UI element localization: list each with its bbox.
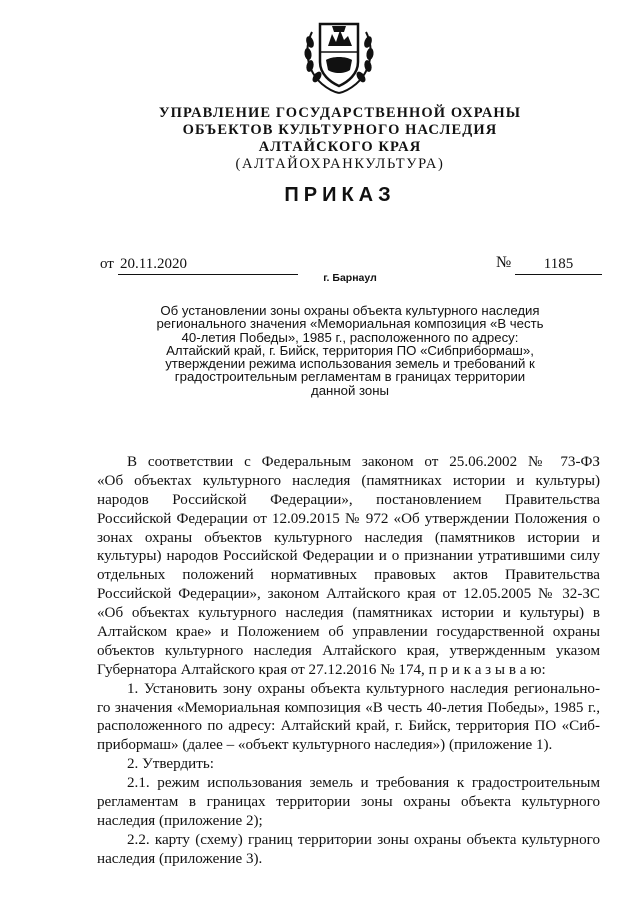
body-line: прибормаш» (далее – «объект культурного наследия») (приложение 1). bbox=[97, 737, 553, 754]
order-body bbox=[97, 453, 600, 869]
order-number: 1185 bbox=[515, 256, 602, 275]
org-line-2: ОБЪЕКТОВ КУЛЬТУРНОГО НАСЛЕДИЯ bbox=[182, 122, 498, 138]
city-label: г. Барнаул bbox=[323, 272, 377, 284]
document-type-title: ПРИКАЗ bbox=[284, 184, 396, 206]
body-line: зонах охраны объектов культурного наследия (памятников истории и bbox=[97, 529, 600, 546]
body-line: расположенного по адресу: Алтайский край, г. Бийск, территория ПО «Сиб- bbox=[97, 718, 600, 735]
body-line: объектов культурного наследия Алтайского края, утвержденным указом bbox=[97, 642, 600, 659]
order-subject bbox=[120, 304, 580, 397]
body-line: наследия (приложение 2); bbox=[97, 812, 263, 829]
body-line: 2. Утвердить: bbox=[127, 756, 214, 773]
subject-line: градостроительным регламентам в границах территории bbox=[174, 369, 526, 385]
body-line: Российской Федерации», законом Алтайского края от 12.05.2005 № 32-ЗС bbox=[97, 586, 600, 603]
body-line: 2.2. карту (схему) границ территории зоны охраны объекта культурного bbox=[127, 831, 600, 848]
body-line: наследия (приложение 3). bbox=[97, 850, 263, 867]
org-short-name: (АЛТАЙОХРАНКУЛЬТУРА) bbox=[235, 156, 445, 172]
order-date: 20.11.2020 bbox=[118, 256, 298, 275]
body-line: го значения «Мемориальная композиция «В честь 40-летия Победы», 1985 г., bbox=[97, 699, 600, 716]
body-line: Губернатора Алтайского края от 27.12.2016 № 174, п р и к а з ы в а ю: bbox=[97, 661, 546, 678]
subject-line: регионального значения «Мемориальная композиция «В честь bbox=[156, 316, 544, 332]
subject-line: Алтайский край, г. Бийск, территория ПО «Сибприбормаш», bbox=[166, 342, 534, 358]
body-line: народов Российской Федерации», постановлением Правительства bbox=[97, 491, 600, 508]
subject-line: 40-летия Победы», 1985 г., расположенного по адресу: bbox=[181, 329, 519, 345]
body-line: культуры) народов Российской Федерации и о признании утратившими силу bbox=[97, 548, 600, 565]
org-line-3: АЛТАЙСКОГО КРАЯ bbox=[258, 139, 422, 155]
body-line: «Об объектах культурного наследия (памятниках истории и культуры) bbox=[97, 472, 600, 489]
body-line: «Об объектах культурного наследия (памятниках истории и культуры) в bbox=[97, 605, 600, 622]
body-line: 1. Установить зону охраны объекта культурного наследия регионально- bbox=[127, 680, 600, 697]
number-prefix: № bbox=[496, 254, 512, 271]
subject-line: Об установлении зоны охраны объекта культурного наследия bbox=[160, 303, 540, 318]
organization-header bbox=[0, 105, 640, 173]
body-line: 2.1. режим использования земель и требования к градостроительным bbox=[127, 775, 600, 792]
subject-line: утверждении режима использования земель и требований к bbox=[165, 356, 535, 372]
body-line: регламентам в границах территории зоны охраны объекта культурного bbox=[97, 794, 600, 811]
date-prefix: от bbox=[100, 256, 114, 272]
body-line: В соответствии с Федеральным законом от 25.06.2002 № 73-ФЗ bbox=[127, 454, 600, 470]
coat-of-arms-icon bbox=[298, 12, 380, 96]
subject-line: данной зоны bbox=[311, 382, 389, 398]
body-line: Алтайском крае» и Положением об управлении государственной охраны bbox=[97, 624, 600, 641]
org-line-1: УПРАВЛЕНИЕ ГОСУДАРСТВЕННОЙ ОХРАНЫ bbox=[158, 105, 522, 121]
body-line: отдельных положений нормативных правовых актов Правительства bbox=[97, 567, 600, 584]
body-line: Российской Федерации от 12.09.2015 № 972 «Об утверждении Положения о bbox=[97, 510, 600, 527]
